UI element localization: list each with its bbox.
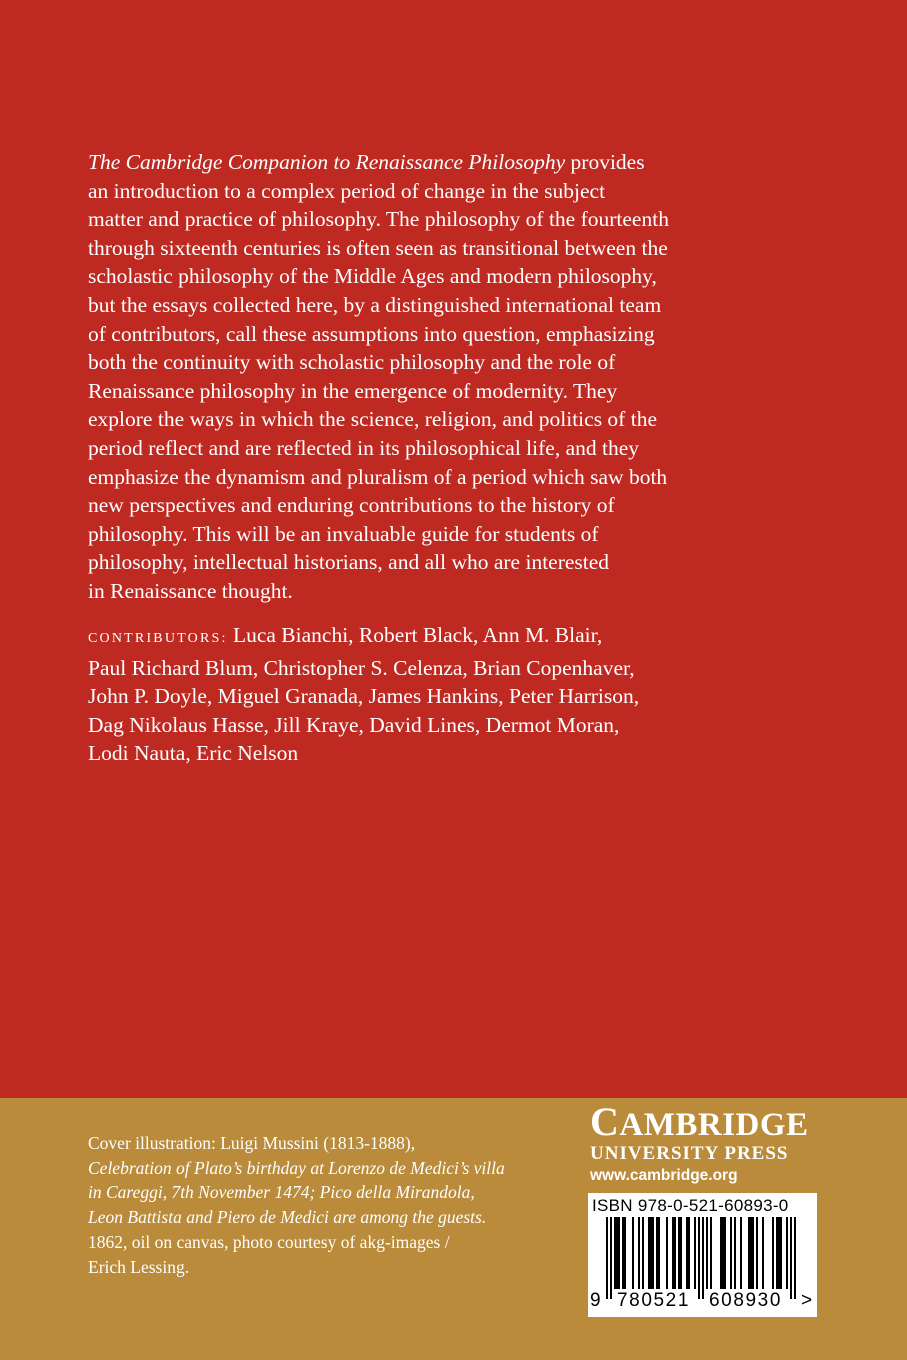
barcode-bar	[740, 1217, 742, 1289]
barcode-bar	[786, 1217, 788, 1289]
blurb-line: emphasize the dynamism and pluralism of a period which saw both	[88, 464, 668, 489]
blurb-line: The Cambridge Companion to Renaissance Philosophy provides	[88, 150, 645, 174]
blurb-line: explore the ways in which the science, religion, and politics of the	[88, 407, 657, 432]
barcode-bar	[672, 1217, 674, 1289]
barcode-bar	[772, 1217, 774, 1289]
barcode-bar	[650, 1217, 652, 1289]
contributors-list	[88, 621, 828, 768]
book-title: The Cambridge Companion to Renaissance Philosophy	[88, 150, 566, 174]
barcode-bar	[686, 1217, 688, 1289]
barcode-bar	[762, 1217, 764, 1289]
barcode-bar	[710, 1217, 712, 1289]
barcode-bar	[780, 1217, 782, 1289]
cover-illustration-credit	[88, 1131, 558, 1279]
barcode-arrow: >	[801, 1290, 813, 1311]
barcode-bar	[610, 1217, 612, 1299]
barcode-digits-right: 608930	[709, 1290, 783, 1311]
blurb-line: an introduction to a complex period of change in the subject	[88, 178, 606, 203]
barcode-bar	[724, 1217, 726, 1289]
barcode-bar	[694, 1217, 696, 1289]
barcode-bar	[698, 1217, 700, 1299]
contributors-line: Lodi Nauta, Eric Nelson	[88, 741, 299, 766]
barcode-bar	[648, 1217, 650, 1289]
publisher-logo	[590, 1099, 815, 1187]
barcode-bar	[680, 1217, 682, 1289]
barcode-bar	[752, 1217, 754, 1289]
barcode-bar	[622, 1217, 624, 1289]
barcode-bar	[778, 1217, 780, 1289]
barcode-bar	[656, 1217, 658, 1289]
barcode-bar	[618, 1217, 620, 1289]
barcode-bar	[776, 1217, 778, 1289]
barcode-bar	[678, 1217, 680, 1289]
barcode-bar	[624, 1217, 626, 1289]
isbn-text: ISBN 978-0-521-60893-0	[592, 1196, 789, 1215]
barcode-bar	[734, 1217, 736, 1289]
blurb-line: through sixteenth centuries is often seen as transitional between the	[88, 235, 668, 260]
blurb-line: but the essays collected here, by a distinguished international team	[88, 292, 662, 317]
publisher-website[interactable]: www.cambridge.org	[590, 1167, 738, 1184]
barcode-bar	[720, 1217, 722, 1289]
blurb-line: of contributors, call these assumptions into question, emphasizing	[88, 321, 655, 346]
barcode-digits-left: 780521	[617, 1290, 691, 1311]
blurb-line: matter and practice of philosophy. The philosophy of the fourteenth	[88, 207, 669, 232]
barcode-bar	[632, 1217, 634, 1289]
credit-artwork-title: Celebration of Plato’s birthday at Lorenzo de Medici’s villa	[88, 1157, 505, 1178]
publisher-press-line: UNIVERSITY PRESS	[590, 1143, 789, 1164]
credit-line: Erich Lessing.	[88, 1256, 190, 1277]
publisher-wordmark: CAMBRIDGE	[590, 1099, 809, 1144]
barcode-bar	[638, 1217, 640, 1289]
contributors-label: CONTRIBUTORS:	[88, 631, 228, 646]
blurb-line: new perspectives and enduring contributions to the history of	[88, 493, 615, 518]
barcode-bars	[602, 1217, 804, 1301]
blurb-line: philosophy, intellectual historians, and all who are interested	[88, 550, 610, 575]
barcode-bar	[606, 1217, 608, 1299]
blurb-line: in Renaissance thought.	[88, 578, 293, 603]
isbn-barcode	[588, 1193, 817, 1317]
barcode-bar	[652, 1217, 654, 1289]
credit-artwork-title: Leon Battista and Piero de Medici are among the guests.	[88, 1207, 487, 1228]
contributors-line: CONTRIBUTORS: Luca Bianchi, Robert Black, Ann M. Blair,	[88, 623, 603, 647]
barcode-bar	[642, 1217, 644, 1289]
barcode-bar	[730, 1217, 732, 1289]
barcode-bar	[614, 1217, 616, 1289]
barcode-digit-first: 9	[590, 1290, 601, 1311]
credit-line: 1862, oil on canvas, photo courtesy of akg-images /	[88, 1231, 450, 1252]
barcode-bar	[706, 1217, 708, 1289]
barcode-bar	[790, 1217, 792, 1299]
barcode-bar	[702, 1217, 704, 1299]
barcode-bar	[658, 1217, 660, 1289]
blurb-line: period reflect and are reflected in its philosophical life, and they	[88, 435, 640, 460]
barcode-bar	[616, 1217, 618, 1289]
blurb-line: both the continuity with scholastic philosophy and the role of	[88, 350, 616, 375]
blurb-line: philosophy. This will be an invaluable guide for students of	[88, 521, 599, 546]
barcode-bar	[794, 1217, 796, 1299]
contributors-line: Dag Nikolaus Hasse, Jill Kraye, David Lines, Dermot Moran,	[88, 712, 620, 737]
barcode-bar	[722, 1217, 724, 1289]
barcode-bar	[674, 1217, 676, 1289]
barcode-bar	[750, 1217, 752, 1289]
barcode-bar	[748, 1217, 750, 1289]
book-description	[88, 148, 818, 606]
blurb-line: Renaissance philosophy in the emergence of modernity. They	[88, 378, 618, 403]
credit-line: Cover illustration: Luigi Mussini (1813-1888),	[88, 1133, 416, 1153]
contributors-line: John P. Doyle, Miguel Granada, James Hankins, Peter Harrison,	[88, 684, 640, 709]
credit-artwork-title: in Careggi, 7th November 1474; Pico della Mirandola,	[88, 1182, 475, 1203]
barcode-bar	[756, 1217, 758, 1289]
barcode-bar	[688, 1217, 690, 1289]
contributors-line: Paul Richard Blum, Christopher S. Celenza, Brian Copenhaver,	[88, 655, 635, 680]
barcode-bar	[666, 1217, 668, 1289]
blurb-line: scholastic philosophy of the Middle Ages and modern philosophy,	[88, 264, 657, 289]
